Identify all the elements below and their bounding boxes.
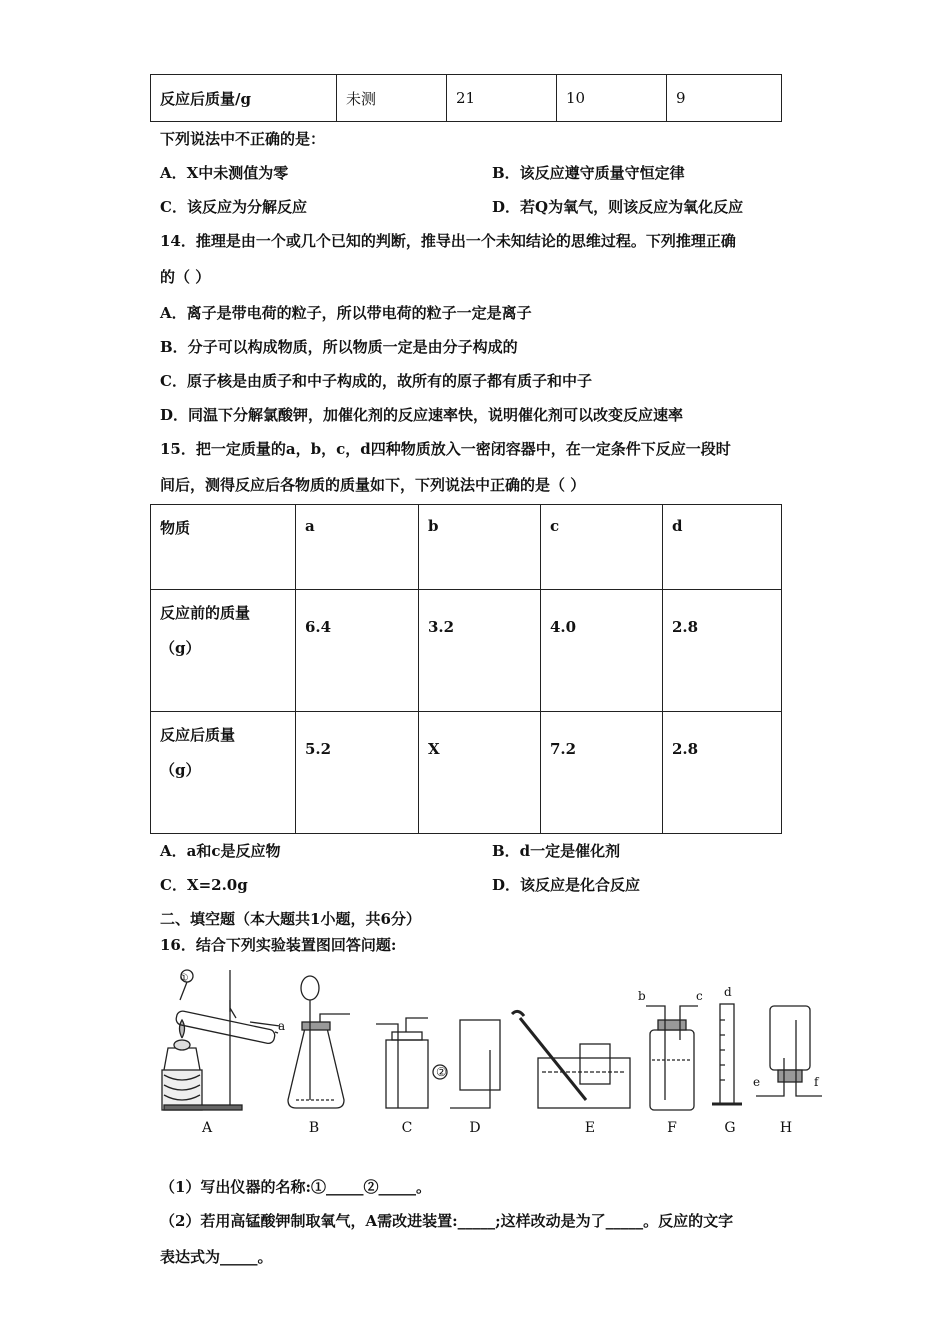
table-cell: 7.2: [541, 712, 663, 834]
apparatus-a: [162, 970, 280, 1110]
q13-prompt: 下列说法中不正确的是：: [160, 130, 326, 148]
apparatus-g: [712, 1004, 742, 1104]
mass-table-1: [150, 74, 782, 122]
label-a: A: [201, 1120, 213, 1136]
q15-option-b: B．d一定是催化剂: [492, 842, 621, 860]
table-cell: 10: [557, 75, 667, 122]
table-row-label: [151, 590, 296, 712]
table-cell: 5.2: [296, 712, 419, 834]
mass-table-2: [150, 504, 782, 834]
mark-b: b: [638, 989, 646, 1003]
mark-2: ②: [436, 1065, 447, 1079]
mark-c: c: [696, 989, 703, 1003]
apparatus-figure: [150, 960, 830, 1140]
q15-option-d: D．该反应是化合反应: [492, 876, 641, 894]
q15-option-a: A．a和c是反应物: [160, 842, 281, 860]
apparatus-c: [376, 1018, 428, 1108]
q16-part-1: （1）写出仪器的名称:①_____②_____。: [160, 1178, 431, 1196]
q14-stem-line1: 14．推理是由一个或几个已知的判断，推导出一个未知结论的思维过程。下列推理正确: [160, 232, 736, 250]
table-cell: 2.8: [663, 712, 782, 834]
q14-option-d: D．同温下分解氯酸钾，加催化剂的反应速率快，说明催化剂可以改变反应速率: [160, 406, 684, 424]
table-cell: X: [419, 712, 541, 834]
label-f: F: [667, 1120, 677, 1136]
mark-f: f: [814, 1075, 819, 1089]
table-row: [151, 75, 782, 122]
table-cell: 4.0: [541, 590, 663, 712]
table-row-label: [151, 712, 296, 834]
table-cell: 2.8: [663, 590, 782, 712]
q16-part-2-line2: 表达式为_____。: [160, 1248, 273, 1266]
q15-option-c: C．X=2.0g: [160, 876, 248, 894]
table-header-cell: c: [541, 505, 663, 590]
q13-option-c: C．该反应为分解反应: [160, 198, 307, 216]
table-cell: 反应后质量/g: [151, 75, 337, 122]
apparatus-e: [512, 1011, 630, 1108]
q14-option-c: C．原子核是由质子和中子构成的，故所有的原子都有质子和中子: [160, 372, 592, 390]
apparatus-f: [646, 1006, 698, 1110]
table-header-cell: b: [419, 505, 541, 590]
q14-stem-line2: 的（ ）: [160, 268, 211, 286]
row-label-line: 反应后质量: [160, 726, 236, 744]
q13-option-d: D．若Q为氧气，则该反应为氧化反应: [492, 198, 744, 216]
row-label-line: 反应前的质量: [160, 604, 251, 622]
label-c: C: [401, 1120, 413, 1136]
table-cell: 21: [447, 75, 557, 122]
row-label-unit: （g）: [160, 639, 201, 657]
mark-d: d: [724, 985, 732, 999]
label-d: D: [469, 1120, 481, 1136]
q15-stem-line1: 15．把一定质量的a，b，c，d四种物质放入一密闭容器中，在一定条件下反应一段时: [160, 440, 731, 458]
table-header-cell: d: [663, 505, 782, 590]
table-cell: 3.2: [419, 590, 541, 712]
table-header-cell: 物质: [151, 505, 296, 590]
label-h: H: [779, 1120, 793, 1136]
table-cell: 9: [667, 75, 782, 122]
label-e: E: [584, 1120, 596, 1136]
section-title: 二、填空题（本大题共1小题，共6分）: [160, 910, 421, 928]
q13-option-a: A．X中未测值为零: [160, 164, 289, 182]
mark-e: e: [753, 1075, 761, 1089]
table-row: [151, 712, 782, 834]
q13-option-b: B．该反应遵守质量守恒定律: [492, 164, 685, 182]
apparatus-d: [450, 1020, 500, 1108]
apparatus-h: [756, 1006, 822, 1096]
row-label-unit: （g）: [160, 761, 201, 779]
table-cell: 未测: [337, 75, 447, 122]
apparatus-b: [288, 976, 350, 1108]
label-b: B: [308, 1120, 320, 1136]
label-g: G: [724, 1120, 736, 1136]
table-row: [151, 590, 782, 712]
table-row: [151, 505, 782, 590]
q16-part-2-line1: （2）若用高锰酸钾制取氧气，A需改进装置:_____;这样改动是为了_____。反应的文字: [160, 1212, 734, 1230]
q15-stem-line2: 间后，测得反应后各物质的质量如下，下列说法中正确的是（ ）: [160, 476, 586, 494]
mark-1: ①: [179, 973, 189, 984]
table-header-cell: a: [296, 505, 419, 590]
q14-option-a: A．离子是带电荷的粒子，所以带电荷的粒子一定是离子: [160, 304, 532, 322]
mark-a: a: [278, 1019, 286, 1033]
q14-option-b: B．分子可以构成物质，所以物质一定是由分子构成的: [160, 338, 518, 356]
q16-stem: 16．结合下列实验装置图回答问题:: [160, 936, 397, 954]
table-cell: 6.4: [296, 590, 419, 712]
